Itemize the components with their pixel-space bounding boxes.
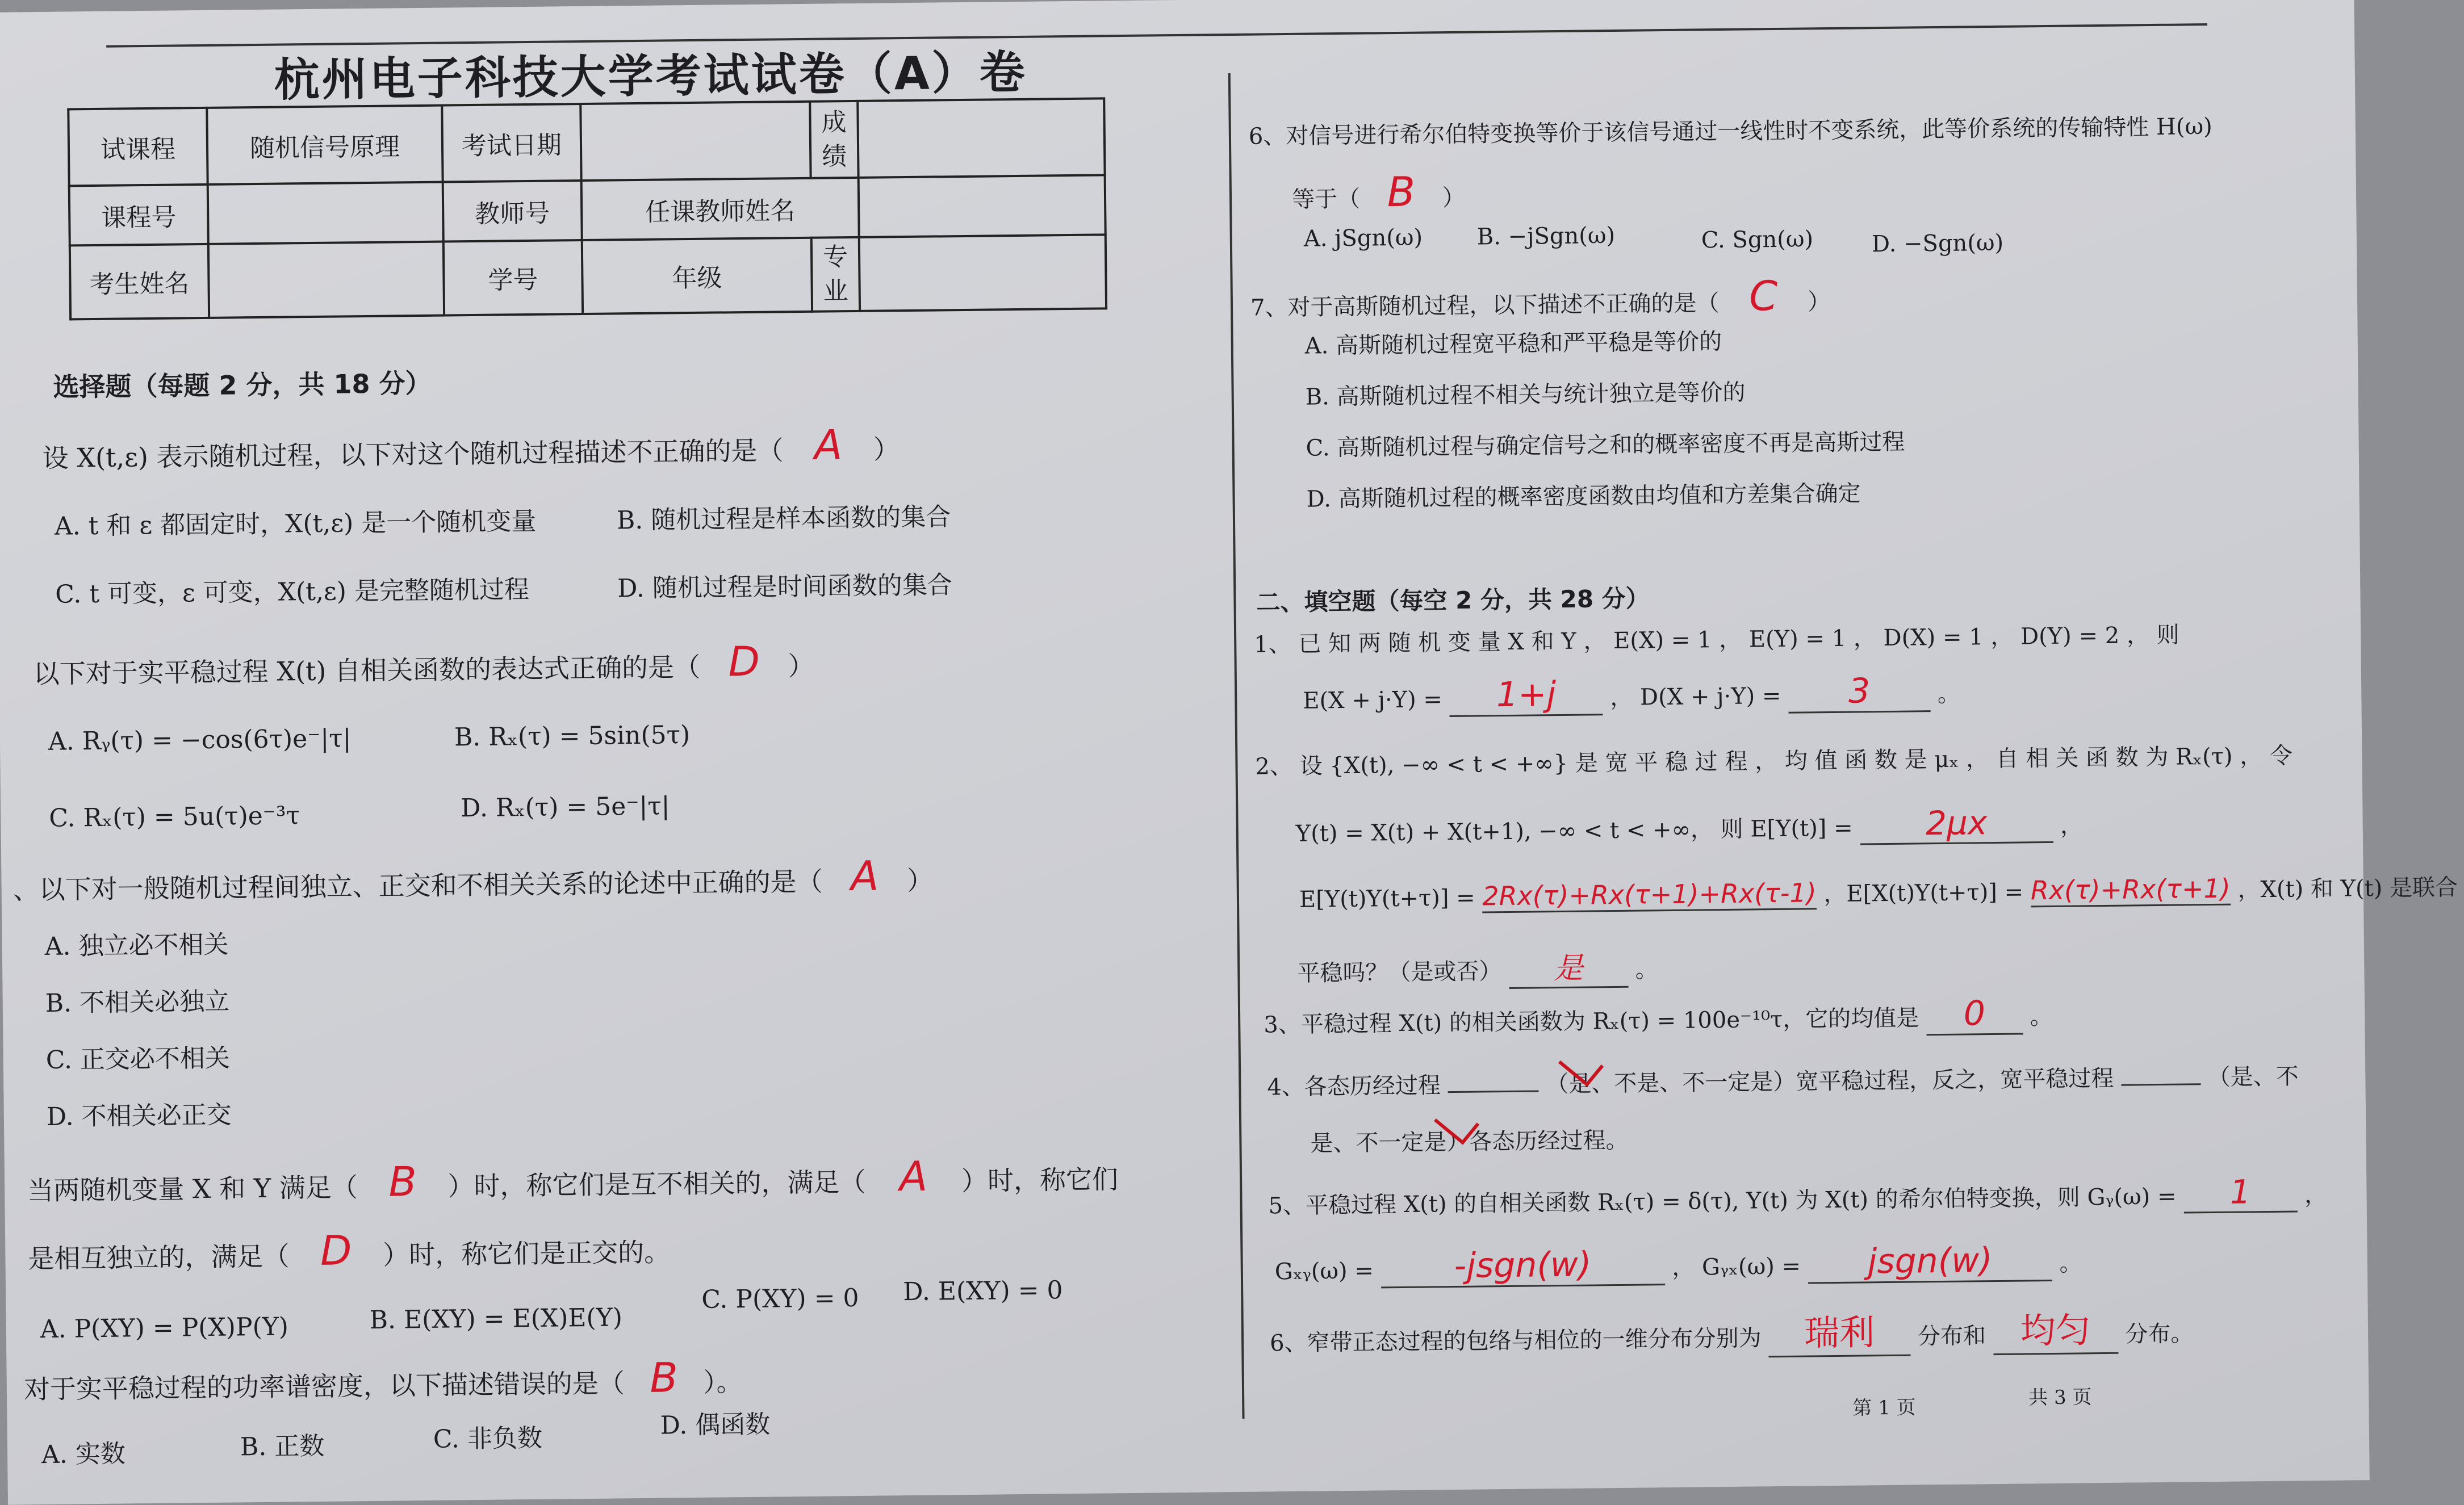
exam-title: 杭州电子科技大学考试试卷（A）卷 <box>274 45 1028 107</box>
q5-option-c: C. 非负数 <box>433 1423 543 1454</box>
q1-option-a: A. t 和 ε 都固定时，X(t,ε) 是一个随机变量 <box>54 506 537 541</box>
footer-total: 共 3 页 <box>2028 1386 2092 1410</box>
q3-option-a: A. 独立必不相关 <box>44 930 229 961</box>
q3-answer: A <box>850 852 879 900</box>
q7-stem: 7、对于高斯随机过程，以下描述不正确的是（ C ） <box>1250 271 1831 321</box>
q2-option-b: B. Rₓ(τ) = 5sin(5τ) <box>454 720 691 752</box>
f2-answer-2: 2Rx(τ)+Rx(τ+1)+Rx(τ-1) <box>1482 877 1817 913</box>
q2-stem: 以下对于实平稳过程 X(t) 自相关函数的表达式正确的是（ D ） <box>33 637 814 690</box>
q4-answer-1: B <box>388 1158 417 1206</box>
f5-answer-3: jsgn(w) <box>1808 1240 2052 1284</box>
q2-answer: D <box>728 637 760 686</box>
f5-line2: Gₓᵧ(ω) = -jsgn(w) ， Gᵧₓ(ω) = jsgn(w) 。 <box>1274 1239 2082 1289</box>
f1-answer-2: 3 <box>1788 670 1931 714</box>
column-divider <box>1228 73 1245 1419</box>
q3-option-b: B. 不相关必独立 <box>45 987 230 1018</box>
q6-stem: 6、对信号进行希尔伯特变换等价于该信号通过一线性时不变系统，此等价系统的传输特性 H(ω) <box>1248 113 2212 150</box>
q5-stem: 对于实平稳过程的功率谱密度，以下描述错误的是（ B ）。 <box>23 1353 743 1405</box>
teacher-name-value <box>859 175 1106 237</box>
major-value <box>859 234 1106 311</box>
q7-option-a: A. 高斯随机过程宽平稳和严平稳是等价的 <box>1304 328 1722 359</box>
f1-line2: E(X + j·Y) = 1+j ， D(X + j·Y) = 3 。 <box>1303 670 1960 719</box>
grade-label: 年级 <box>582 238 812 314</box>
f2-answer-1: 2μx <box>1860 803 2053 845</box>
f2-answer-4: 是 <box>1509 944 1629 989</box>
q4-option-b: B. E(XY) = E(X)E(Y) <box>369 1303 623 1335</box>
f2-answer-3: Rx(τ)+Rx(τ+1) <box>2031 873 2231 908</box>
q4-answer-2: A <box>899 1152 928 1201</box>
student-name-value <box>208 242 444 318</box>
score-label: 成绩 <box>810 101 858 178</box>
f6-answer-1: 瑞利 <box>1768 1304 1911 1358</box>
q6-option-a: A. jSgn(ω) <box>1303 224 1423 252</box>
f2-line2: Y(t) = X(t) + X(t+1), −∞ < t < +∞， 则 E[Y(t)] = 2μx ， <box>1295 803 2084 847</box>
q2-option-c: C. Rₓ(τ) = 5u(τ)e⁻³τ <box>49 801 300 833</box>
q6-answer: B <box>1387 167 1416 216</box>
section1-heading: 选择题（每题 2 分，共 18 分） <box>53 367 432 403</box>
q5-option-d: D. 偶函数 <box>660 1410 771 1440</box>
section2-heading: 二、填空题（每空 2 分，共 28 分） <box>1256 584 1650 617</box>
student-no-label: 学号 <box>444 240 583 316</box>
q7-option-d: D. 高斯随机过程的概率密度函数由均值和方差集合确定 <box>1306 480 1861 513</box>
f5-answer-1: 1 <box>2183 1172 2298 1213</box>
teacher-name-label: 任课教师姓名 <box>582 178 859 240</box>
q4-option-a: A. P(XY) = P(X)P(Y) <box>40 1312 289 1344</box>
footer-page: 第 1 页 <box>1852 1396 1916 1420</box>
q6-option-b: B. −jSgn(ω) <box>1476 222 1616 250</box>
q3-option-d: D. 不相关必正交 <box>46 1100 232 1131</box>
f1-line1: 1、 已 知 两 随 机 变 量 X 和 Y ， E(X) = 1 ， E(Y) = 1 ， D(X) = 1 ， D(Y) = 2 ， 则 <box>1254 622 2179 658</box>
exam-date-label: 考试日期 <box>442 104 581 182</box>
q2-option-d: D. Rₓ(τ) = 5e⁻|τ| <box>460 791 670 823</box>
f6-line: 6、窄带正态过程的包络与相位的一维分布分别为 瑞利 分布和 均匀 分布。 <box>1270 1301 2194 1363</box>
q4-answer-3: D <box>320 1226 352 1275</box>
q1-answer: A <box>814 421 843 469</box>
q5-option-a: A. 实数 <box>41 1439 126 1470</box>
q7-answer: C <box>1748 271 1778 320</box>
q6-line2: 等于（ B ） <box>1291 167 1466 216</box>
q4-line1: 当两随机变量 X 和 Y 满足（ B ）时，称它们是互不相关的，满足（ A ）时，称它们 <box>27 1152 1119 1206</box>
q6-option-d: D. −Sgn(ω) <box>1871 229 2004 258</box>
f5-answer-2: -jsgn(w) <box>1380 1244 1665 1288</box>
q1-option-c: C. t 可变，ε 可变，X(t,ε) 是完整随机过程 <box>55 575 530 609</box>
q1-option-d: D. 随机过程是时间函数的集合 <box>617 571 953 603</box>
major-label: 专业 <box>811 237 860 312</box>
course-value: 随机信号原理 <box>207 106 442 185</box>
f2-line1: 2、 设 {X(t), −∞ < t < +∞} 是 宽 平 稳 过 程 ， 均 值 函 数 是 μₓ ， 自 相 关 函 数 为 Rₓ(τ) ， 令 <box>1255 743 2293 780</box>
q1-stem: 设 X(t,ε) 表示随机过程，以下对这个随机过程描述不正确的是（ A ） <box>42 421 900 473</box>
f5-line1: 5、平稳过程 X(t) 的自相关函数 Rₓ(τ) = δ(τ), Y(t) 为 X(t) 的希尔伯特变换，则 Gᵧ(ω) = 1 ， <box>1268 1172 2328 1219</box>
q4-line2: 是相互独立的，满足（ D ）时，称它们是正交的。 <box>28 1226 671 1275</box>
f2-line4: 平稳吗？（是或否） 是 。 <box>1297 943 1658 991</box>
q4-option-d: D. E(XY) = 0 <box>902 1276 1063 1307</box>
f4-line1: 4、各态历经过程 （是、不是、不一定是）宽平稳过程，反之，宽平稳过程 （是、不 <box>1267 1063 2299 1101</box>
course-no-value <box>208 182 444 244</box>
q2-option-a: A. Rᵧ(τ) = −cos(6τ)e⁻|τ| <box>48 724 352 756</box>
q3-option-c: C. 正交必不相关 <box>45 1043 231 1075</box>
f3-answer: 0 <box>1926 993 2023 1036</box>
f2-line3: E[Y(t)Y(t+τ)] = 2Rx(τ)+Rx(τ+1)+Rx(τ-1) ，E[X(t)Y(t+τ)] = Rx(τ)+Rx(τ+1) ，X(t) 和 Y(t) 是联合 <box>1299 873 2458 913</box>
header-table <box>67 97 1107 320</box>
q3-stem: 、以下对一般随机过程间独立、正交和不相关关系的论述中正确的是（ A ） <box>12 852 934 905</box>
q1-option-b: B. 随机过程是样本函数的集合 <box>616 502 951 535</box>
q5-answer: B <box>649 1353 679 1402</box>
f1-answer-1: 1+j <box>1449 674 1603 717</box>
student-name-label: 考生姓名 <box>70 244 209 320</box>
course-no-label: 课程号 <box>69 185 208 246</box>
f3-line: 3、平稳过程 X(t) 的相关函数为 Rₓ(τ) = 100e⁻¹⁰τ，它的均值是 0 。 <box>1264 993 2053 1038</box>
score-value <box>857 98 1105 178</box>
q7-option-b: B. 高斯随机过程不相关与统计独立是等价的 <box>1305 379 1746 410</box>
teacher-no-label: 教师号 <box>443 181 582 242</box>
f4-line2: 是、不一定是）各态历经过程。 <box>1310 1127 1629 1157</box>
q6-option-c: C. Sgn(ω) <box>1701 226 1814 254</box>
exam-date-value <box>580 102 810 181</box>
q7-option-c: C. 高斯随机过程与确定信号之和的概率密度不再是高斯过程 <box>1306 429 1905 462</box>
q5-option-b: B. 正数 <box>240 1431 325 1462</box>
q4-option-c: C. P(XY) = 0 <box>701 1283 859 1314</box>
course-label: 试课程 <box>68 108 207 186</box>
f6-answer-2: 均匀 <box>1993 1302 2118 1355</box>
